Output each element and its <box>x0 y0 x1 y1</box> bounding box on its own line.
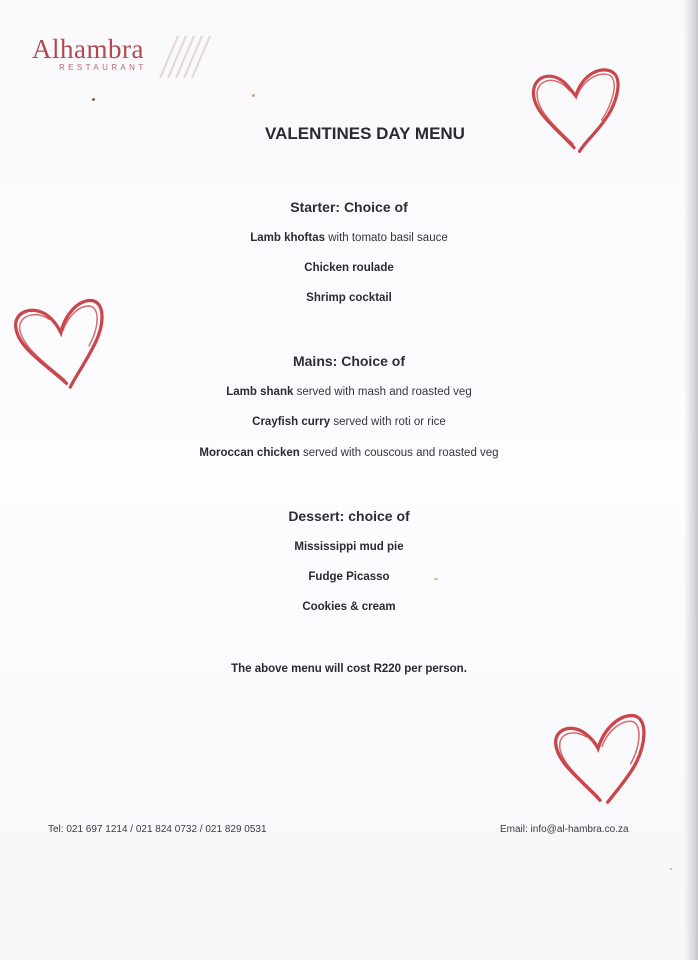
menu-item: Shrimp cocktail <box>306 292 392 304</box>
hand-drawn-heart-icon <box>552 708 648 808</box>
footer-email[interactable]: Email: info@al-hambra.co.za <box>500 824 629 835</box>
logo-name: Alhambra <box>32 34 144 64</box>
menu-item: Lamb khoftas with tomato basil sauce <box>250 232 448 244</box>
footer-telephone: Tel: 021 697 1214 / 021 824 0732 / 021 829 0531 <box>48 824 267 835</box>
section-heading-dessert: Dessert: choice of <box>288 508 410 524</box>
logo-subtitle: RESTAURANT <box>59 63 147 72</box>
menu-item: Chicken roulade <box>304 262 394 274</box>
paper-speck <box>670 868 672 870</box>
logo-stripes-icon <box>150 34 220 80</box>
paper-speck <box>92 98 95 101</box>
paper-speck <box>252 94 255 97</box>
menu-title: VALENTINES DAY MENU <box>265 124 465 143</box>
section-heading-mains: Mains: Choice of <box>292 353 405 369</box>
hand-drawn-heart-icon <box>12 292 106 392</box>
menu-item: Crayfish curry served with roti or rice <box>252 416 446 428</box>
menu-item: Mississippi mud pie <box>294 541 404 553</box>
price-note: The above menu will cost R220 per person. <box>231 663 467 675</box>
menu-item: Cookies & cream <box>302 601 396 613</box>
menu-item: Fudge Picasso <box>308 571 390 583</box>
menu-item: Moroccan chicken served with couscous and roasted veg <box>199 447 499 459</box>
page-edge-shadow <box>684 0 698 960</box>
restaurant-logo <box>32 34 192 80</box>
menu-item: Lamb shank served with mash and roasted veg <box>226 386 472 398</box>
section-heading-starter: Starter: Choice of <box>290 199 408 215</box>
